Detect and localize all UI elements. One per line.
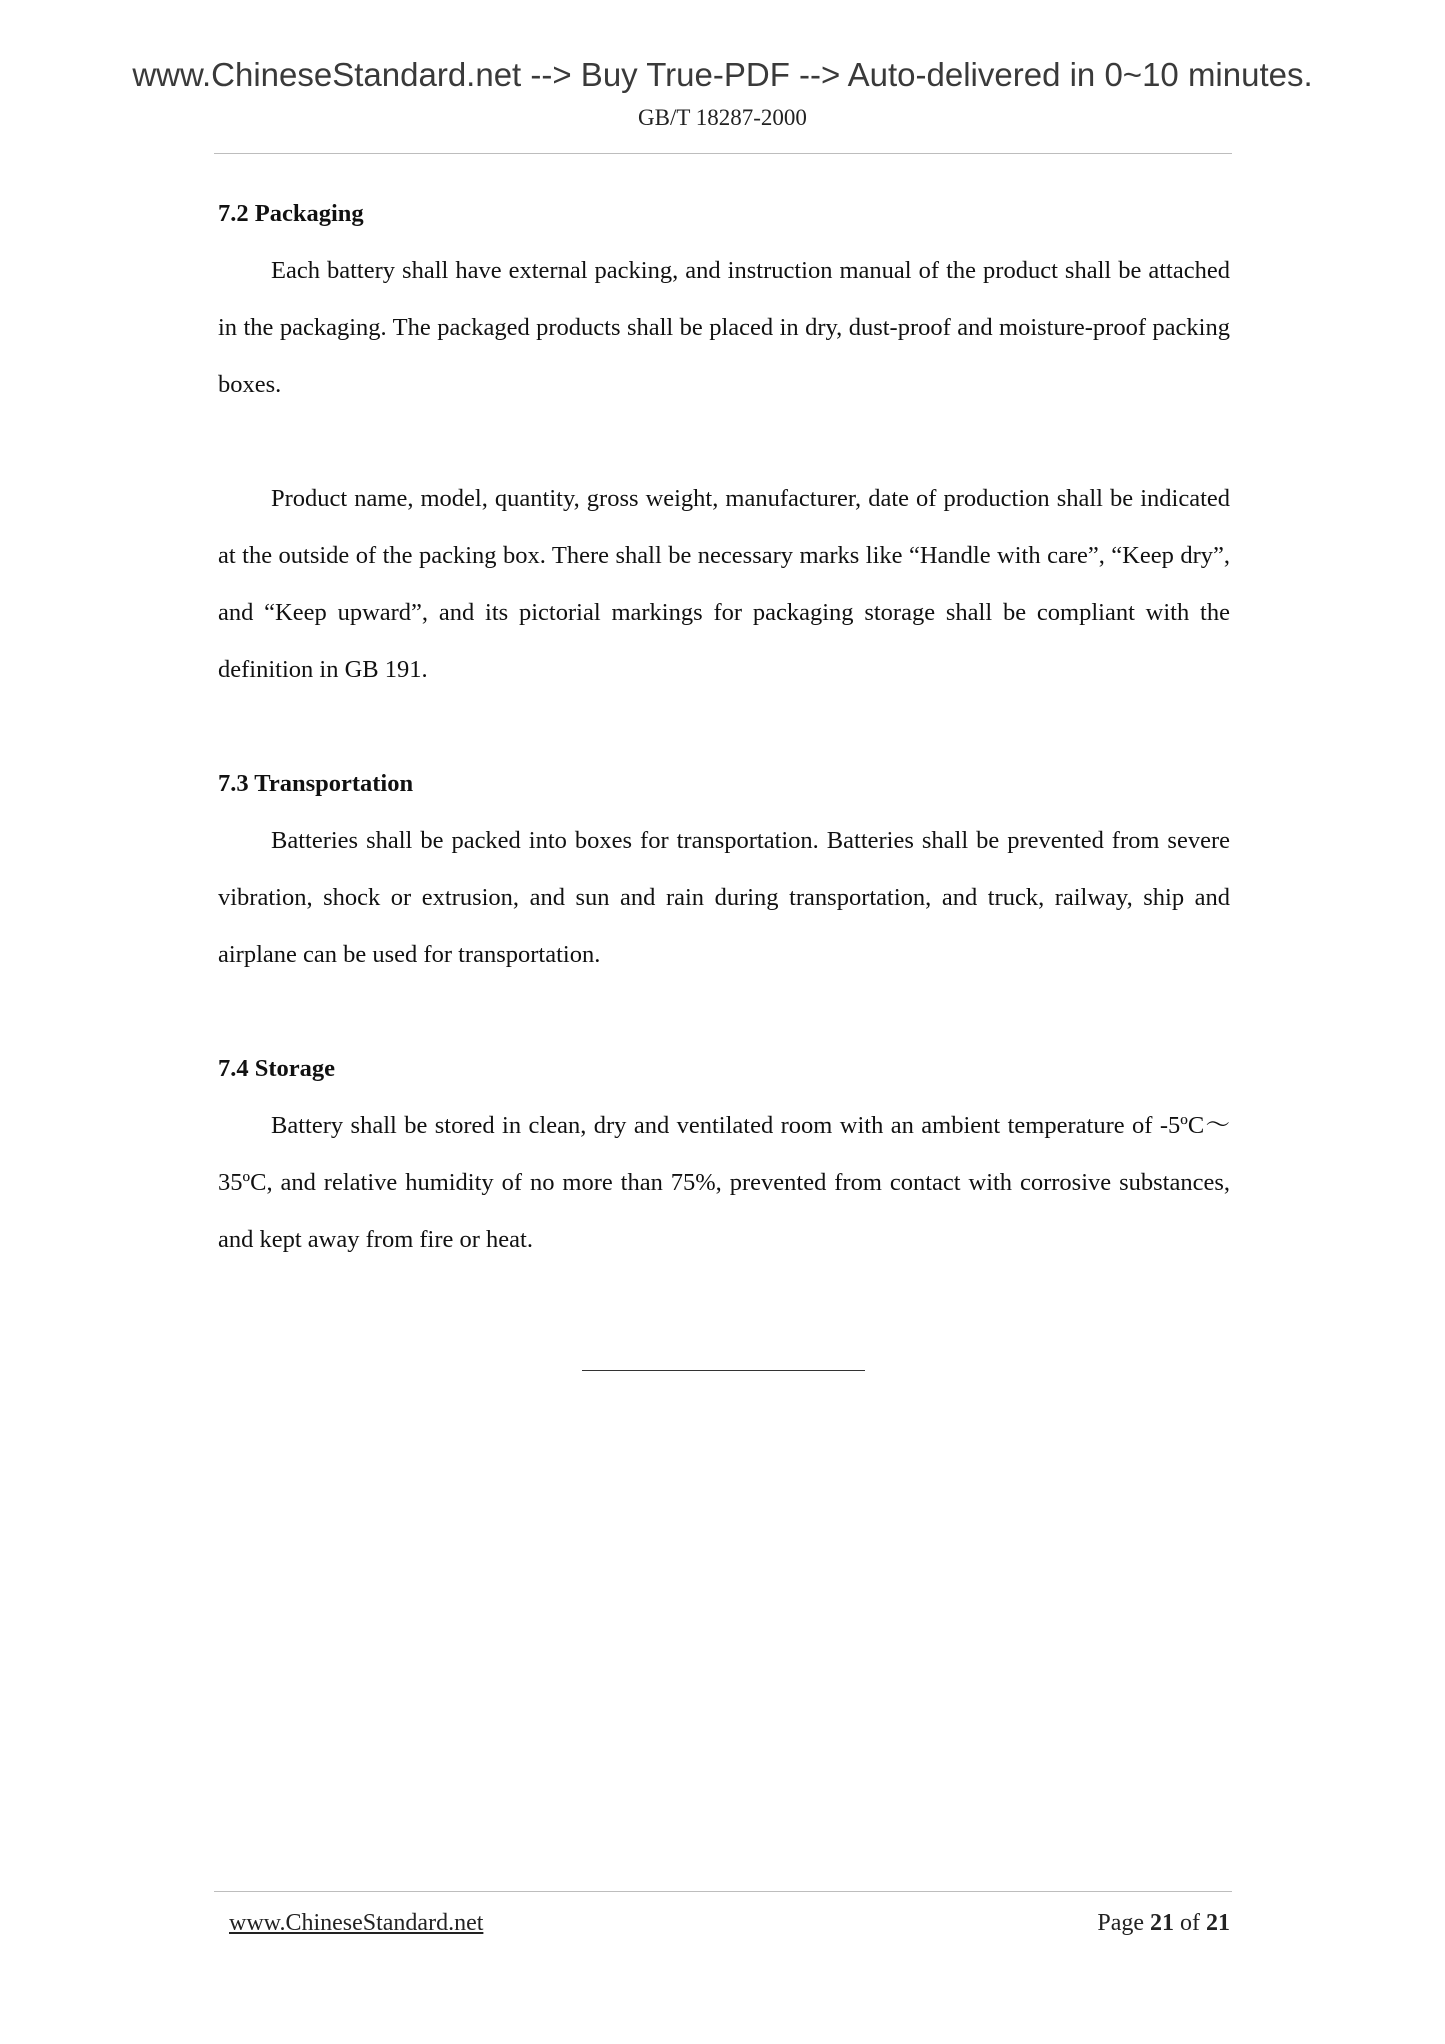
page-current: 21: [1150, 1910, 1174, 1936]
paragraph: Each battery shall have external packing, and instruction manual of the product shall be attached in the packaging. The packaged products shall be placed in dry, dust-proof and moisture-proof packing boxes.: [218, 257, 1230, 398]
paragraph: Product name, model, quantity, gross weight, manufacturer, date of production shall be indicated at the outside of the packing box. There shall be necessary marks like “Handle with care”, “Keep dry”, and “Keep upward”, and its pictorial markings for packaging storage shall be compliant with the definition in GB 191.: [218, 485, 1230, 683]
page-number: [1097, 1910, 1230, 1937]
footer-divider: [214, 1891, 1232, 1892]
section-packaging: [218, 185, 1230, 698]
site-banner: www.ChineseStandard.net --> Buy True-PDF --> Auto-delivered in 0~10 minutes.: [132, 56, 1313, 93]
section-heading: 7.4 Storage: [218, 1055, 336, 1082]
footer-site-link[interactable]: www.ChineseStandard.net: [229, 1910, 484, 1936]
section-transportation: [218, 755, 1230, 983]
section-storage: [218, 1040, 1230, 1268]
page-total: 21: [1206, 1910, 1230, 1936]
page-label: Page: [1097, 1910, 1144, 1936]
page-of: of: [1180, 1910, 1200, 1936]
section-heading: 7.2 Packaging: [218, 200, 364, 227]
section-heading: 7.3 Transportation: [218, 770, 414, 797]
standard-number: GB/T 18287-2000: [638, 105, 807, 130]
paragraph: Battery shall be stored in clean, dry and ventilated room with an ambient temperature of -5ºC～35ºC, and relative humidity of no more than 75%, prevented from contact with corrosive substances, and kept away from fire or heat.: [218, 1112, 1230, 1253]
document-body: [218, 185, 1230, 1268]
end-of-document-line: [582, 1370, 865, 1371]
paragraph: Batteries shall be packed into boxes for transportation. Batteries shall be prevented from severe vibration, shock or extrusion, and sun and rain during transportation, and truck, railway, ship and airplane can be used for transportation.: [218, 827, 1230, 968]
header-divider: [214, 153, 1232, 154]
